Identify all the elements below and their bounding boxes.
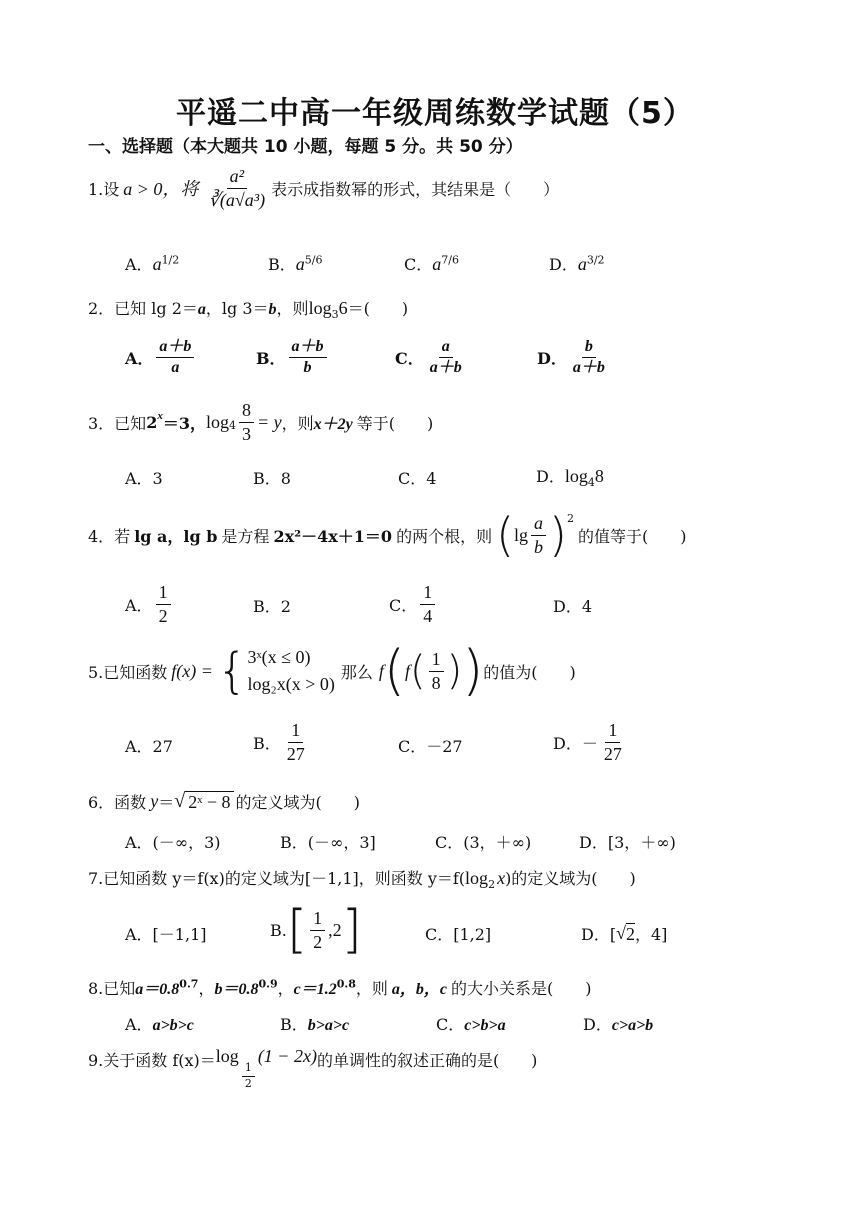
q2-option-d[interactable]: D． $\frac{b}{a+b}$	[537, 338, 605, 377]
q5-option-b[interactable]: B． $\frac{1}{27}$	[253, 720, 305, 764]
q6-option-d[interactable]: D．[3，＋∞)	[579, 833, 676, 852]
question-6: 6．函数 y ＝ √ 2ˣ − 8 的定义域为( )	[88, 790, 361, 812]
q3-option-b[interactable]: B．8	[253, 469, 291, 488]
q5-option-a[interactable]: A．27	[125, 737, 173, 756]
q1-option-c[interactable]: C．$a^{7/6}$	[404, 253, 459, 274]
q4-option-c[interactable]: C． $\frac{1}{4}$	[389, 582, 438, 626]
q6-option-a[interactable]: A．(－∞，3)	[125, 833, 221, 852]
question-4: 4．若 lg a，lg b 是方程 2x²－4x＋1＝0 的两个根，则 ( lg $\frac{a}{b}$ ) $^2$ 的值等于( )	[88, 508, 687, 562]
q6-option-b[interactable]: B．(－∞，3]	[280, 833, 376, 852]
question-7: 7.已知函数 y＝f(x)的定义域为[－1,1]，则函数 $y=f(\log_2$ x)的定义域为( )	[88, 868, 636, 892]
q1-condition: a > 0，将	[123, 179, 199, 200]
q1-frac-den: ∛(a√a³)	[208, 189, 266, 210]
q2-option-a[interactable]: A． $\frac{a+b}{a}$	[125, 338, 197, 378]
q1-option-d[interactable]: D．$a^{3/2}$	[549, 253, 605, 274]
q8-option-b[interactable]: B．b>a>c	[280, 1015, 350, 1034]
q9-log-base: $\frac{1}{2}$	[242, 1062, 255, 1090]
question-5: 5.已知函数 f(x) = { 3ˣ(x ≤ 0) log₂x(x > 0) 那么 f ( f ( $\frac{1}{8}$ ) ) 的值为( )	[88, 639, 576, 702]
q2-option-b[interactable]: B． $\frac{a+b}{b}$	[256, 338, 330, 378]
question-2: 2．已知 lg 2＝a，lg 3＝b，则$\log_36=$( )	[88, 298, 409, 322]
q4-option-d[interactable]: D．4	[553, 597, 593, 616]
q4-option-a[interactable]: A． $\frac{1}{2}$	[125, 582, 174, 626]
q5-piecewise: 3ˣ(x ≤ 0) log₂x(x > 0)	[247, 647, 335, 694]
q7-option-c[interactable]: C．[1,2]	[425, 925, 492, 944]
question-8: 8.已知$a=0.8^{0.7}$，$b=0.8^{0.9}$，$c=1.2^{0.8}$，则 a，b，c 的大小关系是( )	[88, 977, 592, 998]
q1-option-b[interactable]: B．$a^{5/6}$	[268, 253, 323, 274]
page-title: 平遥二中高一年级周练数学试题（5）	[176, 96, 694, 131]
q8-option-a[interactable]: A．a>b>c	[125, 1015, 194, 1034]
q2-option-c[interactable]: C． $\frac{a}{a+b}$	[395, 338, 462, 377]
q6-option-c[interactable]: C．(3，＋∞)	[435, 833, 532, 852]
question-9: 9.关于函数 f(x)＝ log $\frac{1}{2}$ (1 − 2x) 的单调性的叙述正确的是( )	[88, 1046, 538, 1090]
q7-option-d[interactable]: D．[ √ 2 ，4]	[581, 923, 668, 944]
section-heading: 一、选择题（本大题共 10 小题，每题 5 分。共 50 分）	[88, 137, 523, 157]
q1-suffix: 表示成指数幂的形式，其结果是（ ）	[271, 179, 560, 199]
q1-prefix: 1.设	[88, 179, 120, 199]
q3-option-d[interactable]: D．$\log_48$	[536, 466, 604, 490]
q5-option-c[interactable]: C．－27	[398, 737, 463, 756]
q4-option-b[interactable]: B．2	[253, 597, 291, 616]
q8-option-c[interactable]: C．c>b>a	[436, 1015, 506, 1034]
q1-fraction	[205, 166, 268, 210]
q7-option-b[interactable]: B. [ $\frac{1}{2}$ ,2 ]	[270, 900, 362, 960]
q1-frac-num: a²	[227, 166, 247, 189]
q5-option-d[interactable]: D．－ $\frac{1}{27}$	[553, 720, 622, 764]
q3-option-c[interactable]: C．4	[398, 469, 437, 488]
q1-option-a[interactable]: A．$a^{1/2}$	[125, 253, 180, 274]
question-1	[88, 166, 559, 210]
q7-option-a[interactable]: A．[－1,1]	[125, 925, 207, 944]
q3-option-a[interactable]: A．3	[125, 469, 163, 488]
q8-option-d[interactable]: D．c>a>b	[583, 1015, 654, 1034]
q4-expression: ( lg $\frac{a}{b}$ ) $^2$	[496, 508, 574, 562]
question-3: 3．已知 2 $^x$ ＝3， log $_4$ $\frac{8}{3}$ = y ，则 x＋2y 等于( )	[88, 400, 434, 444]
